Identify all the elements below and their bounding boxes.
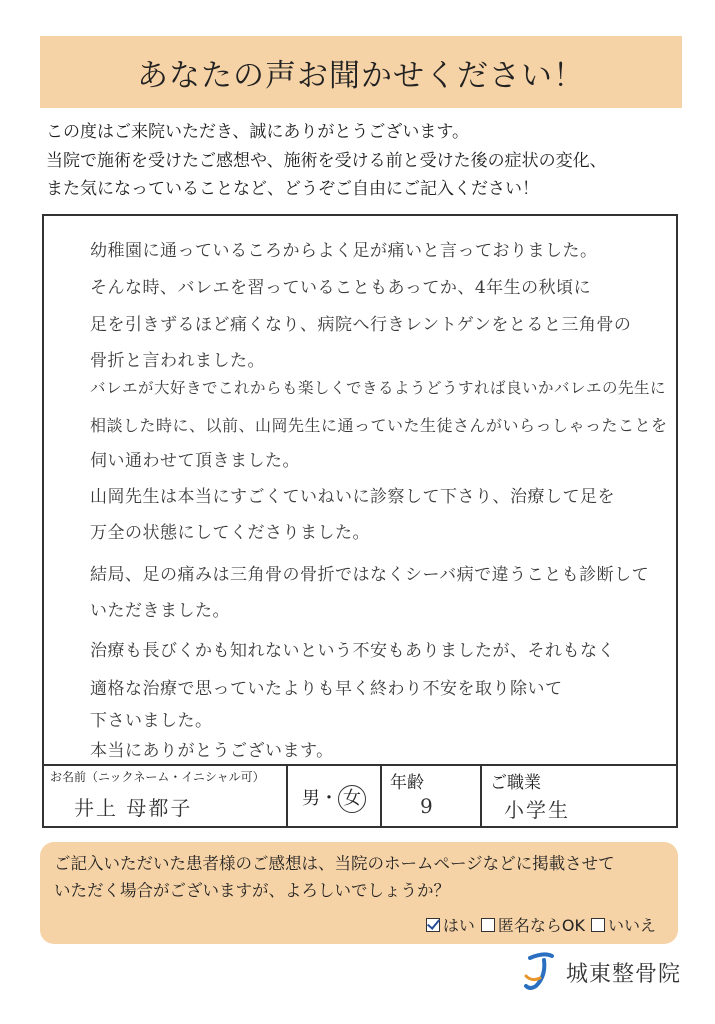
comment-area[interactable]	[44, 216, 676, 764]
page-title: あなたの声お聞かせください！	[137, 57, 585, 94]
gender-cell[interactable]	[288, 766, 382, 828]
choice-no-label: いいえ	[607, 916, 656, 935]
comment-line: 足を引きずるほど痛くなり、病院へ行きレントゲンをとると三角骨の	[90, 315, 632, 335]
comment-line: 結局、足の痛みは三角骨の骨折ではなくシーバ病で違うことも診断して	[90, 565, 650, 585]
gender-options	[288, 784, 380, 813]
choice-no[interactable]	[591, 913, 656, 936]
age-value: 9	[420, 794, 435, 818]
occupation-value: 小学生	[504, 798, 570, 822]
intro-line: 当院で施術を受けたご感想や、施術を受ける前と受けた後の症状の変化、	[46, 150, 607, 171]
name-cell[interactable]	[44, 766, 288, 828]
occupation-cell[interactable]	[482, 766, 676, 828]
clinic-name: 城東整骨院	[565, 961, 681, 987]
clinic-logo-icon	[522, 952, 558, 992]
consent-line: ご記入いただいた患者様のご感想は、当院のホームページなどに掲載させて	[54, 854, 615, 873]
choice-yes-label: はい	[442, 916, 475, 935]
consent-panel	[40, 842, 678, 944]
comment-line: 本当にありがとうございます。	[90, 741, 334, 761]
comment-line: 幼稚園に通っているころからよく足が痛いと言っておりました。	[90, 241, 598, 261]
comment-line: 伺い通わせて頂きました。	[90, 451, 300, 471]
intro-text	[46, 118, 686, 204]
intro-line: この度はご来院いただき、誠にありがとうございます。	[46, 122, 469, 142]
comment-line: そんな時、バレエを習っていることもあってか、4年生の秋頃に	[90, 278, 592, 298]
name-value: 井上 母都子	[74, 796, 193, 820]
checkbox-anonymous[interactable]	[481, 918, 495, 932]
comment-line: いただきました。	[90, 601, 230, 621]
intro-line: また気になっていることなど、どうぞご自由にご記入ください！	[46, 179, 539, 199]
choice-anonymous[interactable]	[481, 913, 585, 936]
comment-line: 山岡先生は本当にすごくていねいに診察して下さり、治療して足を	[90, 487, 615, 507]
feedback-form	[42, 214, 678, 828]
gender-male[interactable]: 男	[302, 788, 320, 809]
comment-line: 適格な治療で思っていたよりも早く終わり不安を取り除いて	[90, 679, 563, 699]
comment-line: 下さいました。	[90, 711, 213, 731]
comment-line: 治療も長びくかも知れないという不安もありましたが、それもなく	[90, 641, 615, 661]
comment-line: 骨折と言われました。	[90, 351, 265, 371]
choice-anonymous-label: 匿名ならOK	[497, 916, 585, 935]
checkbox-yes[interactable]	[426, 918, 440, 932]
comment-line: 万全の状態にしてくださりました。	[90, 523, 370, 543]
checkbox-no[interactable]	[591, 918, 605, 932]
info-row	[44, 764, 676, 828]
comment-line: バレエが大好きでこれからも楽しくできるようどうすれば良いかバレエの先生に	[90, 379, 667, 397]
gender-female-circled[interactable]: 女	[338, 785, 366, 813]
comment-line: 相談した時に、以前、山岡先生に通っていた生徒さんがいらっしゃったことを	[90, 416, 668, 435]
name-label: お名前（ニックネーム・イニシャル可）	[50, 770, 265, 784]
consent-line: いただく場合がございますが、よろしいでしょうか？	[54, 881, 450, 900]
age-label: 年齢	[390, 773, 424, 793]
occupation-label: ご職業	[490, 773, 541, 793]
header-banner	[40, 36, 682, 108]
gender-separator: ・	[320, 788, 338, 809]
age-cell[interactable]	[382, 766, 482, 828]
consent-choices	[426, 913, 656, 936]
clinic-logo	[522, 952, 681, 992]
choice-yes[interactable]	[426, 913, 475, 936]
